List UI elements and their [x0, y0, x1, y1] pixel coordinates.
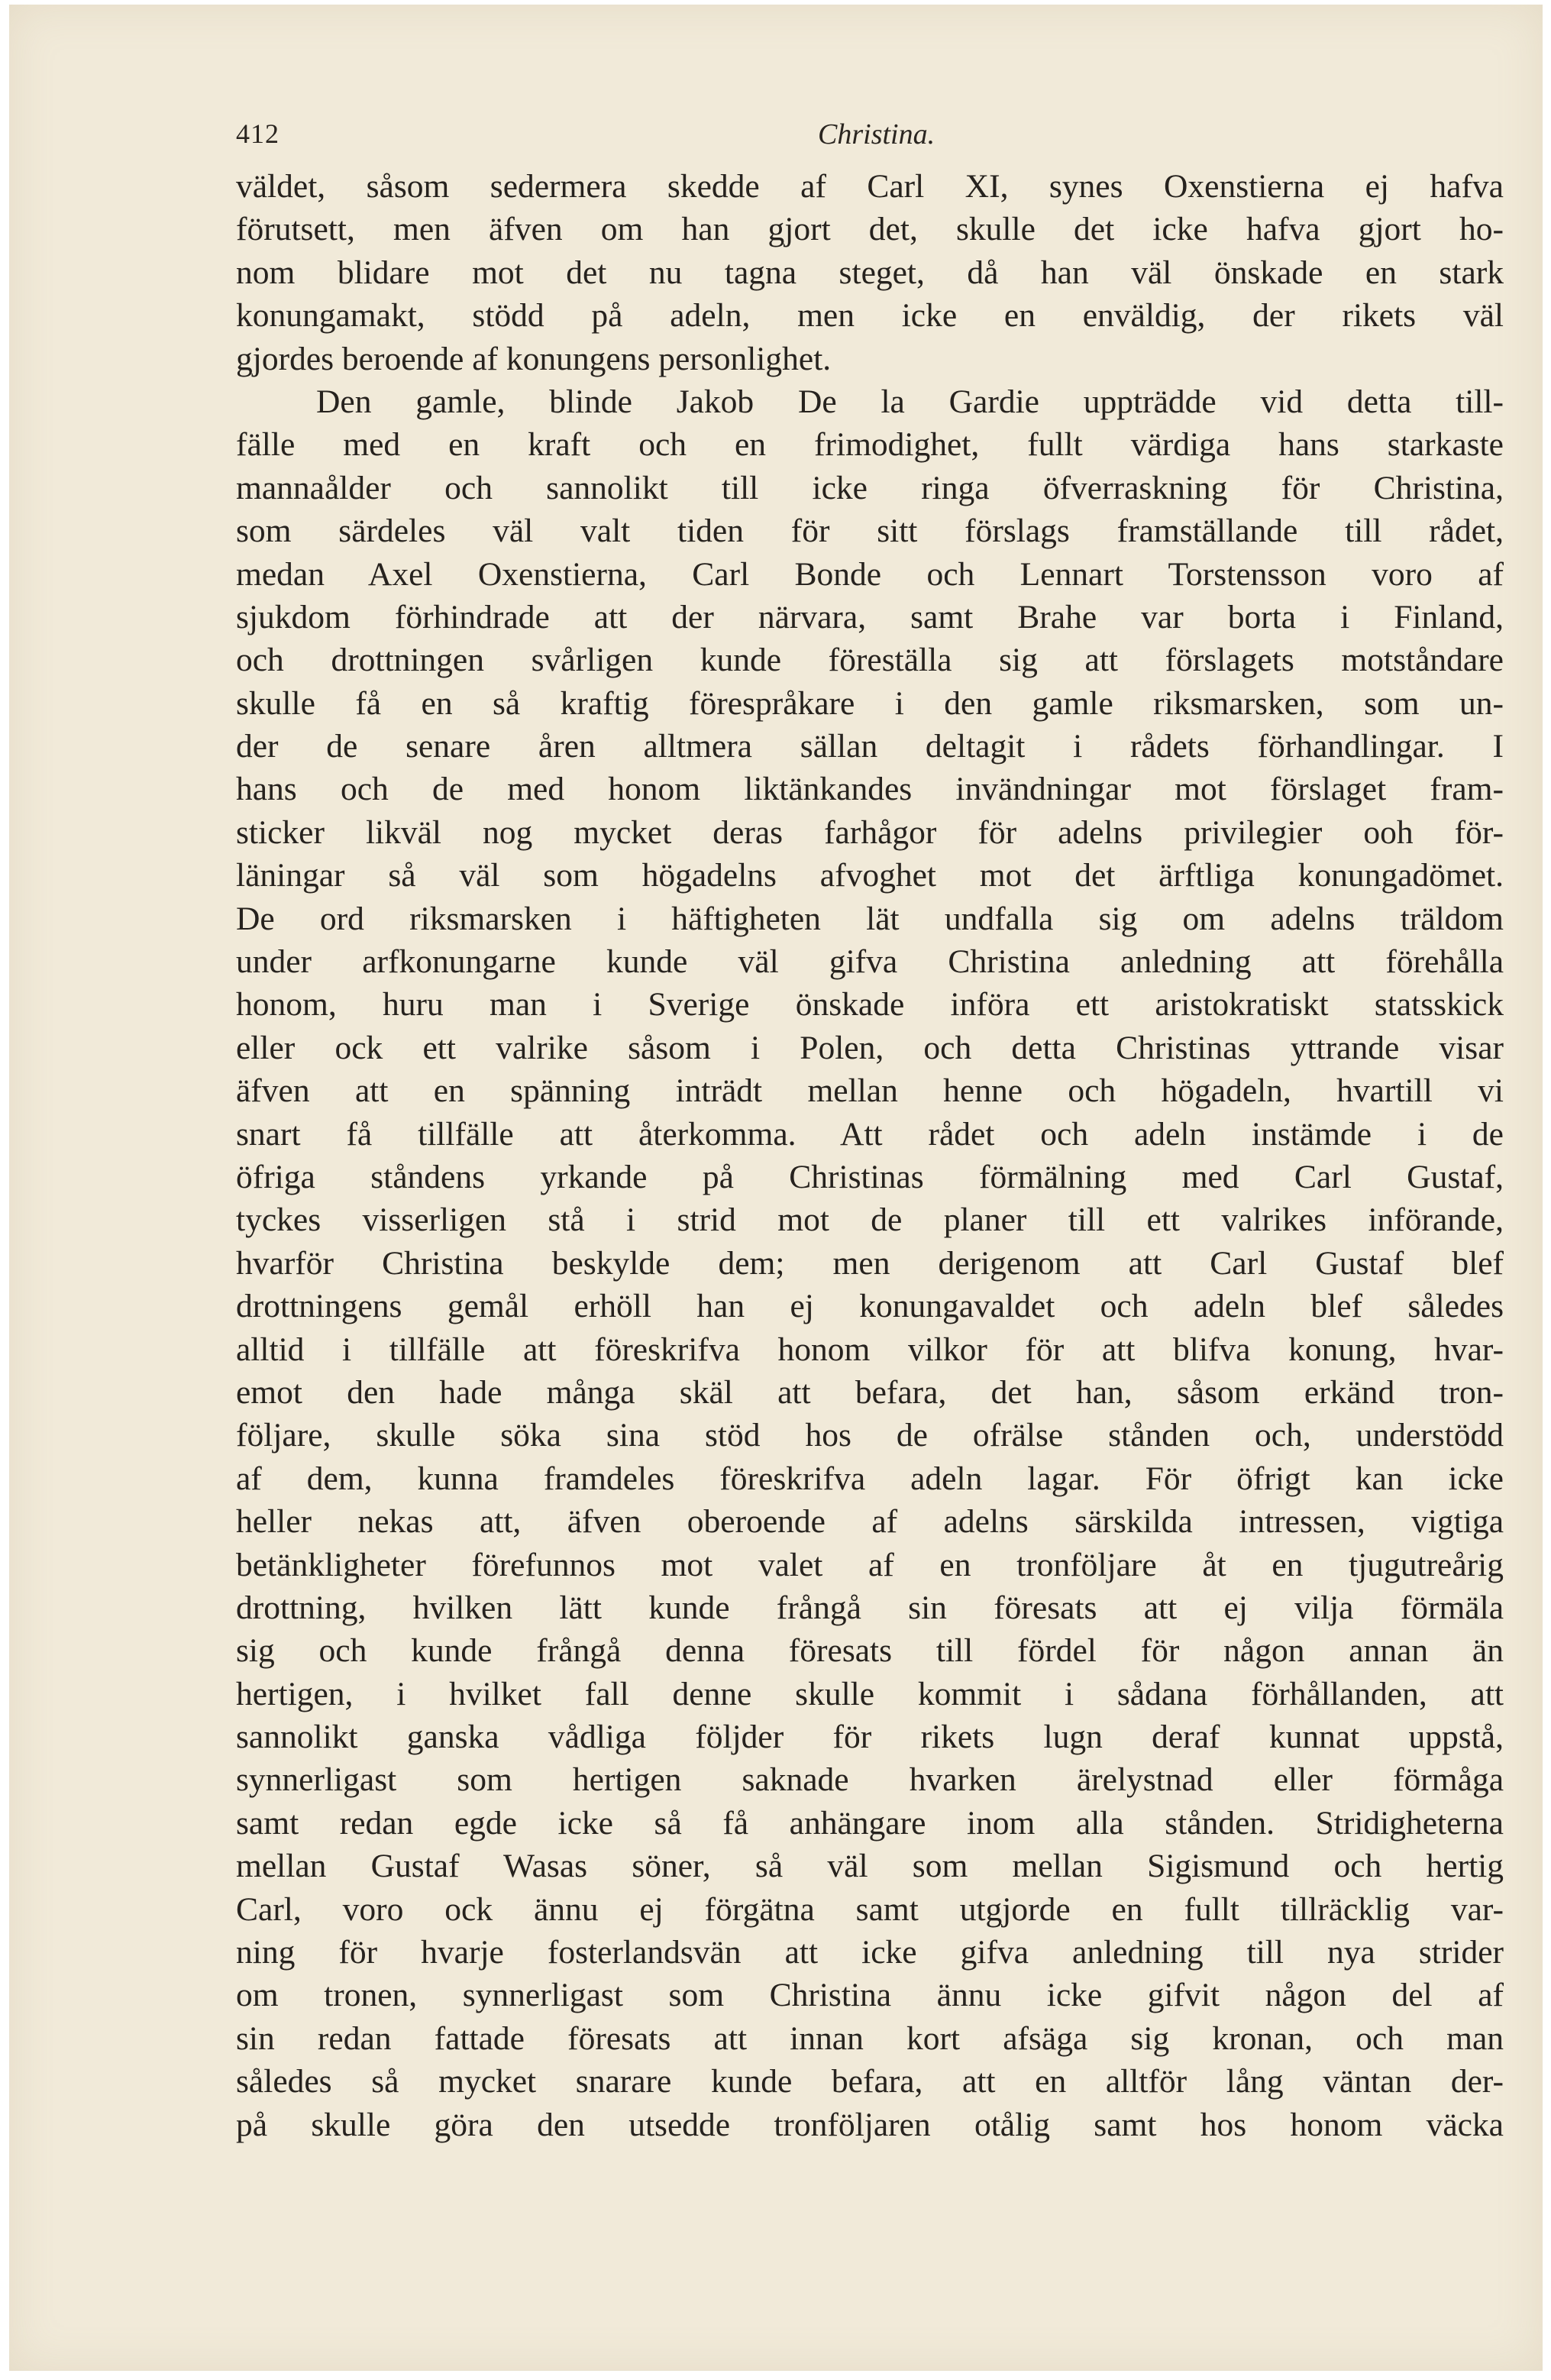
text-line: mannaålder och sannolikt till icke ringa öfverraskning för Christina,: [236, 469, 1504, 506]
text-line: hvarför Christina beskylde dem; men derigenom att Carl Gustaf blef: [236, 1244, 1504, 1282]
text-line: som särdeles väl valt tiden för sitt förslags framställande till rådet,: [236, 513, 1504, 550]
text-line: följare, skulle söka sina stöd hos de ofrälse stånden och, understödd: [236, 1417, 1504, 1454]
text-line: sig och kunde frångå denna föresats till fördel för någon annan än: [236, 1632, 1504, 1670]
body-text: [236, 165, 1504, 2146]
text-line: der de senare åren alltmera sällan deltagit i rådets förhandlingar. I: [236, 728, 1504, 765]
text-line: synnerligast som hertigen saknade hvarken ärelystnad eller förmåga: [236, 1761, 1504, 1799]
text-line: alltid i tillfälle att föreskrifva honom vilkor för att blifva konung, hvar-: [236, 1331, 1504, 1368]
text-line: förutsett, men äfven om han gjort det, skulle det icke hafva gjort ho-: [236, 211, 1504, 248]
text-line: äfven att en spänning inträdt mellan henne och högadeln, hvartill vi: [236, 1072, 1504, 1110]
text-line: läningar så väl som högadelns afvoghet mot det ärftliga konungadömet.: [236, 857, 1504, 894]
text-line: betänkligheter förefunnos mot valet af en tronföljare åt en tjugutreårig: [236, 1546, 1504, 1583]
text-line: om tronen, synnerligast som Christina ännu icke gifvit någon del af: [236, 1977, 1504, 2014]
text-line: medan Axel Oxenstierna, Carl Bonde och Lennart Torstensson voro af: [236, 555, 1504, 593]
text-line: tyckes visserligen stå i strid mot de planer till ett valrikes införande,: [236, 1201, 1504, 1239]
text-line: hertigen, i hvilket fall denne skulle kommit i sådana förhållanden, att: [236, 1675, 1504, 1712]
page-number: 412: [236, 118, 280, 149]
paragraph-first-line: Den gamle, blinde Jakob De la Gardie uppträdde vid detta till-: [316, 383, 1504, 420]
text-line: öfriga ståndens yrkande på Christinas förmälning med Carl Gustaf,: [236, 1158, 1504, 1195]
text-line: hans och de med honom liktänkandes invändningar mot förslaget fram-: [236, 771, 1504, 808]
text-line: heller nekas att, äfven oberoende af adelns särskilda intressen, vigtiga: [236, 1503, 1504, 1541]
text-line: honom, huru man i Sverige önskade införa ett aristokratiskt statsskick: [236, 986, 1504, 1023]
text-line: ning för hvarje fosterlandsvän att icke gifva anledning till nya strider: [236, 1934, 1504, 1971]
text-line: af dem, kunna framdeles föreskrifva adeln lagar. För öfrigt kan icke: [236, 1460, 1504, 1497]
text-line: samt redan egde icke så få anhängare inom alla stånden. Stridigheterna: [236, 1804, 1504, 1842]
text-line: drottning, hvilken lätt kunde frångå sin föresats att ej vilja förmäla: [236, 1589, 1504, 1626]
text-line: sin redan fattade föresats att innan kort afsäga sig kronan, och man: [236, 2019, 1504, 2057]
page-header: [236, 118, 1504, 163]
text-line: Carl, voro ock ännu ej förgätna samt utgjorde en fullt tillräcklig var-: [236, 1890, 1504, 1928]
text-line: sticker likväl nog mycket deras farhågor för adelns privilegier ooh för-: [236, 813, 1504, 851]
text-line: konungamakt, stödd på adeln, men icke en enväldig, der rikets väl: [236, 297, 1504, 335]
text-line: De ord riksmarsken i häftigheten lät undfalla sig om adelns träldom: [236, 900, 1504, 937]
text-line: sannolikt ganska vådliga följder för rikets lugn deraf kunnat uppstå,: [236, 1719, 1504, 1756]
text-line: således så mycket snarare kunde befara, att en alltför lång väntan der-: [236, 2063, 1504, 2100]
text-line: på skulle göra den utsedde tronföljaren otålig samt hos honom väcka: [236, 2106, 1504, 2143]
running-title: Christina.: [818, 118, 935, 150]
text-line: under arfkonungarne kunde väl gifva Christina anledning att förehålla: [236, 943, 1504, 981]
text-line: snart få tillfälle att återkomma. Att rådet och adeln instämde i de: [236, 1115, 1504, 1153]
text-line: väldet, såsom sedermera skedde af Carl XI, synes Oxenstierna ej hafva: [236, 168, 1504, 205]
text-line: mellan Gustaf Wasas söner, så väl som mellan Sigismund och hertig: [236, 1848, 1504, 1885]
text-line: gjordes beroende af konungens personlighet.: [236, 340, 832, 377]
text-line: skulle få en så kraftig förespråkare i den gamle riksmarsken, som un-: [236, 684, 1504, 722]
text-line: och drottningen svårligen kunde föreställa sig att förslagets motståndare: [236, 642, 1504, 679]
text-line: fälle med en kraft och en frimodighet, fullt värdiga hans starkaste: [236, 426, 1504, 464]
text-line: eller ock ett valrike såsom i Polen, och detta Christinas yttrande visar: [236, 1029, 1504, 1066]
book-page: [9, 5, 1543, 2371]
text-line: sjukdom förhindrade att der närvara, samt Brahe var borta i Finland,: [236, 598, 1504, 635]
text-line: nom blidare mot det nu tagna steget, då han väl önskade en stark: [236, 254, 1504, 291]
text-line: emot den hade många skäl att befara, det han, såsom erkänd tron-: [236, 1373, 1504, 1411]
text-line: drottningens gemål erhöll han ej konungavaldet och adeln blef således: [236, 1288, 1504, 1325]
